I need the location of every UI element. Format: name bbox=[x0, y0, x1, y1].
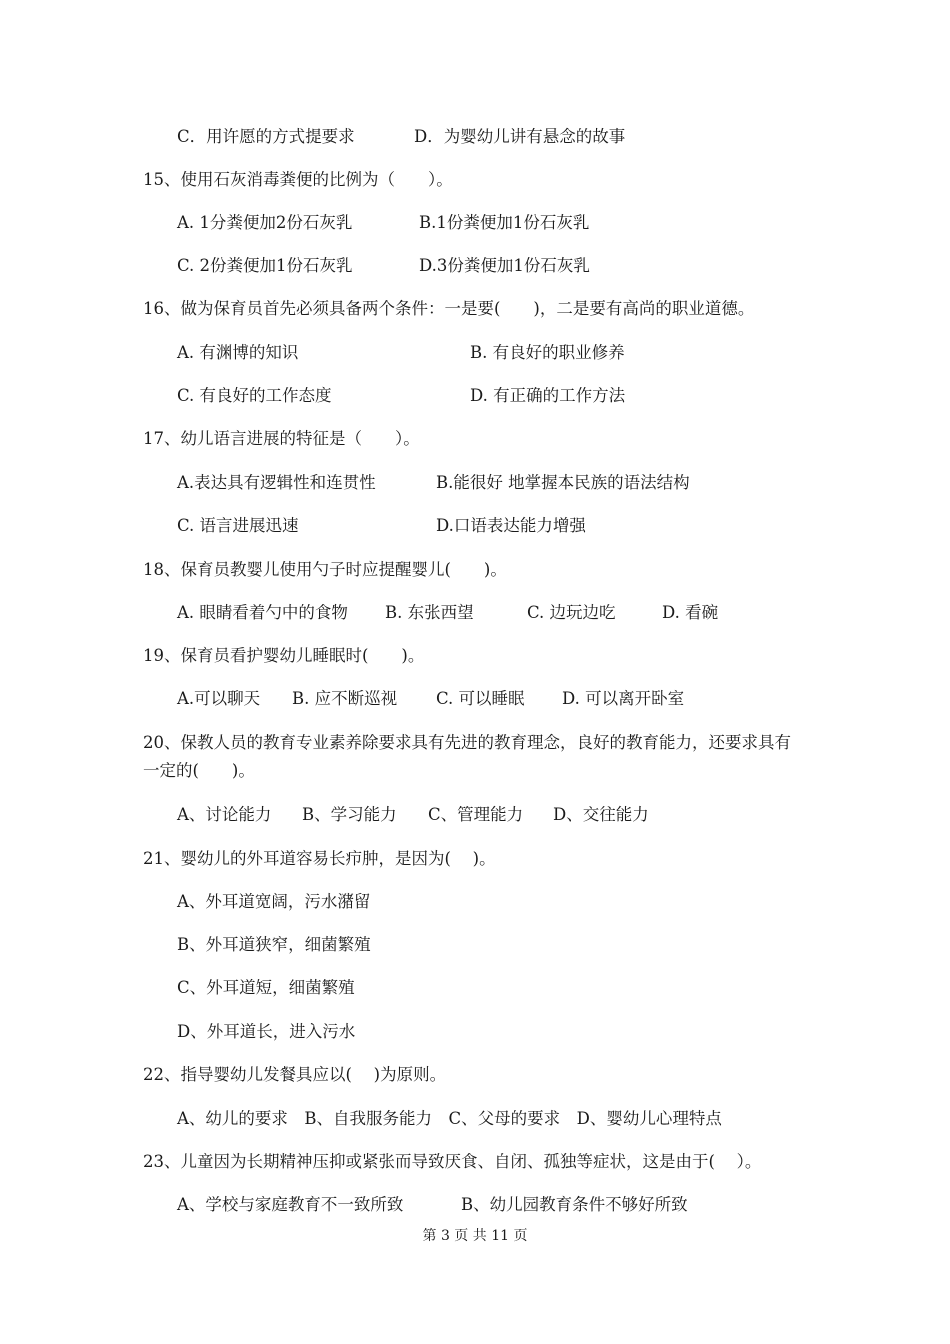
q18-option-b: B. 东张西望 bbox=[385, 603, 474, 622]
q16-option-b: B. 有良好的职业修养 bbox=[470, 343, 625, 362]
q16-stem: 16、做为保育员首先必须具备两个条件：一是要( )，二是要有高尚的职业道德。 bbox=[143, 299, 755, 318]
q14-option-d: D．为婴幼儿讲有悬念的故事 bbox=[414, 127, 626, 146]
q20-stem-line1: 20、保教人员的教育专业素养除要求具有先进的教育理念，良好的教育能力，还要求具有 bbox=[143, 733, 791, 752]
q22-stem: 22、指导婴幼儿发餐具应以( )为原则。 bbox=[143, 1065, 447, 1084]
q22-options: A、幼儿的要求 B、自我服务能力 C、父母的要求 D、婴幼儿心理特点 bbox=[177, 1109, 722, 1128]
q17-stem: 17、幼儿语言进展的特征是（ ）。 bbox=[143, 429, 420, 448]
q20-option-a: A、讨论能力 bbox=[177, 805, 272, 824]
q20-option-c: C、管理能力 bbox=[428, 805, 524, 824]
q21-option-b: B、外耳道狭窄，细菌繁殖 bbox=[177, 935, 371, 954]
q17-option-c: C. 语言进展迅速 bbox=[177, 516, 299, 535]
q15-option-d: D.3份粪便加1份石灰乳 bbox=[419, 256, 590, 275]
q15-option-b: B.1份粪便加1份石灰乳 bbox=[419, 213, 590, 232]
q16-option-a: A. 有渊博的知识 bbox=[177, 343, 299, 362]
q21-option-c: C、外耳道短，细菌繁殖 bbox=[177, 978, 355, 997]
q18-option-c: C. 边玩边吃 bbox=[527, 603, 616, 622]
q15-option-c: C. 2份粪便加1份石灰乳 bbox=[177, 256, 353, 275]
page-footer: 第 3 页 共 11 页 bbox=[422, 1228, 528, 1244]
q23-option-b: B、幼儿园教育条件不够好所致 bbox=[461, 1195, 688, 1214]
q19-option-b: B. 应不断巡视 bbox=[292, 689, 398, 708]
q20-option-d: D、交往能力 bbox=[553, 805, 649, 824]
q14-option-c: C．用许愿的方式提要求 bbox=[177, 127, 355, 146]
q18-option-a: A. 眼睛看着勺中的食物 bbox=[177, 603, 348, 622]
q21-option-a: A、外耳道宽阔，污水潴留 bbox=[177, 892, 371, 911]
q15-stem: 15、使用石灰消毒粪便的比例为（ ）。 bbox=[143, 170, 453, 189]
q16-option-d: D. 有正确的工作方法 bbox=[470, 386, 626, 405]
q18-option-d: D. 看碗 bbox=[662, 603, 719, 622]
q19-stem: 19、保育员看护婴幼儿睡眠时( )。 bbox=[143, 646, 425, 665]
q21-stem: 21、婴幼儿的外耳道容易长疖肿，是因为( )。 bbox=[143, 849, 496, 868]
q20-option-b: B、学习能力 bbox=[302, 805, 397, 824]
q23-stem: 23、儿童因为长期精神压抑或紧张而导致厌食、自闭、孤独等症状，这是由于( ）。 bbox=[143, 1152, 762, 1171]
q19-option-a: A.可以聊天 bbox=[177, 689, 261, 708]
q20-stem-line2: 一定的( )。 bbox=[143, 761, 255, 780]
q19-option-c: C. 可以睡眠 bbox=[436, 689, 525, 708]
q18-stem: 18、保育员教婴儿使用勺子时应提醒婴儿( )。 bbox=[143, 560, 507, 579]
q19-option-d: D. 可以离开卧室 bbox=[562, 689, 685, 708]
q23-option-a: A、学校与家庭教育不一致所致 bbox=[177, 1195, 404, 1214]
q17-option-a: A.表达具有逻辑性和连贯性 bbox=[177, 473, 376, 492]
q17-option-b: B.能很好 地掌握本民族的语法结构 bbox=[436, 473, 690, 492]
q15-option-a: A. 1分粪便加2份石灰乳 bbox=[177, 213, 353, 232]
q16-option-c: C. 有良好的工作态度 bbox=[177, 386, 332, 405]
q21-option-d: D、外耳道长，进入污水 bbox=[177, 1022, 356, 1041]
q17-option-d: D.口语表达能力增强 bbox=[436, 516, 586, 535]
